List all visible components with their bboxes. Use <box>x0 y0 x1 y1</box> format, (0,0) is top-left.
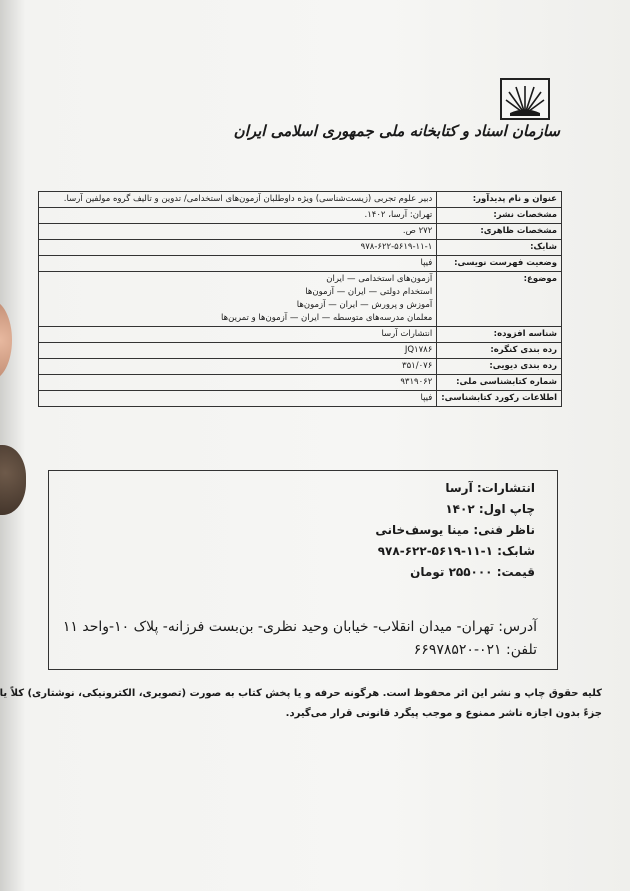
address: آدرس: تهران- میدان انقلاب- خیابان وحید نظری- بن‌بست فرزانه- پلاک ۱۰-واحد ۱۱ <box>62 619 537 635</box>
cataloging-table <box>38 191 562 407</box>
catalog-label: موضوع: <box>437 272 562 327</box>
catalog-value-line: JQ۱۷۸۶ <box>404 345 433 355</box>
catalog-row <box>39 224 562 240</box>
catalog-value <box>39 224 437 240</box>
isbn: شابک: ۱-۱۱-۵۶۱۹-۶۲۲-۹۷۸ <box>377 544 535 558</box>
catalog-value <box>39 343 437 359</box>
catalog-value-line: معلمان مدرسه‌های متوسطه — ایران — آزمون‌ها و تمرین‌ها <box>221 313 433 323</box>
technical-supervisor: ناظر فنی: مینا یوسف‌خانی <box>375 523 535 537</box>
catalog-value <box>39 240 437 256</box>
thumb-photo-artifact <box>0 445 26 515</box>
catalog-value <box>39 359 437 375</box>
catalog-label: اطلاعات رکورد کتابشناسی: <box>437 391 562 407</box>
catalog-row <box>39 208 562 224</box>
catalog-value-line: ۹۳۱۹۰۶۲ <box>400 377 433 387</box>
catalog-value <box>39 391 437 407</box>
catalog-label: رده بندی دیویی: <box>437 359 562 375</box>
catalog-row <box>39 327 562 343</box>
catalog-row <box>39 343 562 359</box>
catalog-value <box>39 327 437 343</box>
catalog-row <box>39 359 562 375</box>
finger-photo-artifact <box>0 300 12 380</box>
catalog-value-line: انتشارات آرسا <box>381 329 433 339</box>
catalog-value-line: تهران: آرسا، ۱۴۰۲. <box>364 210 433 220</box>
catalog-value-line: آموزش و پرورش — ایران — آزمون‌ها <box>296 300 433 310</box>
catalog-value-line: ۳۵۱/۰۷۶ <box>402 361 433 371</box>
catalog-row <box>39 240 562 256</box>
catalog-value-line: استخدام دولتی — ایران — آزمون‌ها <box>305 287 433 297</box>
catalog-value-line: فیپا <box>420 393 433 403</box>
catalog-value-line: فیپا <box>420 258 433 268</box>
catalog-value <box>39 375 437 391</box>
phone: تلفن: ۰۲۱-۶۶۹۷۸۵۲۰ <box>413 642 537 658</box>
catalog-value <box>39 208 437 224</box>
library-emblem-icon <box>500 78 550 120</box>
publisher-info-box <box>48 470 558 670</box>
catalog-label: مشخصات ظاهری: <box>437 224 562 240</box>
edition: چاپ اول: ۱۴۰۲ <box>445 502 535 516</box>
catalog-row <box>39 272 562 327</box>
catalog-label: عنوان و نام پدیدآور: <box>437 192 562 208</box>
catalog-value <box>39 256 437 272</box>
logo-calligraphy-text: سازمان اسناد و کتابخانه ملی جمهوری اسلامی ایران <box>233 122 560 140</box>
catalog-value-line: دبیر علوم تجربی (زیست‌شناسی) ویژه داوطلبان آزمون‌های استخدامی/ تدوین و تالیف گروه مولفین آرسا. <box>63 194 433 204</box>
catalog-value-line: ۹۷۸-۶۲۲-۵۶۱۹-۱۱-۱ <box>360 242 433 252</box>
catalog-value-line: آزمون‌های استخدامی — ایران <box>326 274 433 284</box>
catalog-value <box>39 192 437 208</box>
catalog-label: شناسه افزوده: <box>437 327 562 343</box>
catalog-label: رده بندی کنگره: <box>437 343 562 359</box>
catalog-label: وضعیت فهرست نویسی: <box>437 256 562 272</box>
catalog-label: شابک: <box>437 240 562 256</box>
copyright-line-1: کلیه حقوق چاپ و نشر این اثر محفوظ است. هرگونه حرفه و یا پخش کتاب به صورت (تصویری، الکترونیکی، نوشتاری) کلاً یا <box>0 688 602 699</box>
price: قیمت: ۲۵۵۰۰۰ تومان <box>410 565 535 579</box>
catalog-row <box>39 256 562 272</box>
catalog-row <box>39 192 562 208</box>
catalog-value-line: ۲۷۲ ص. <box>402 226 433 236</box>
catalog-value <box>39 272 437 327</box>
publisher-name: انتشارات: آرسا <box>445 481 535 495</box>
catalog-row <box>39 375 562 391</box>
copyright-line-2: جزءً بدون اجازه ناشر ممنوع و موجب پیگرد قانونی قرار می‌گیرد. <box>285 708 602 719</box>
copyright-notice <box>0 684 602 724</box>
catalog-row <box>39 391 562 407</box>
catalog-label: شماره کتابشناسی ملی: <box>437 375 562 391</box>
national-library-logo <box>233 78 560 158</box>
catalog-label: مشخصات نشر: <box>437 208 562 224</box>
